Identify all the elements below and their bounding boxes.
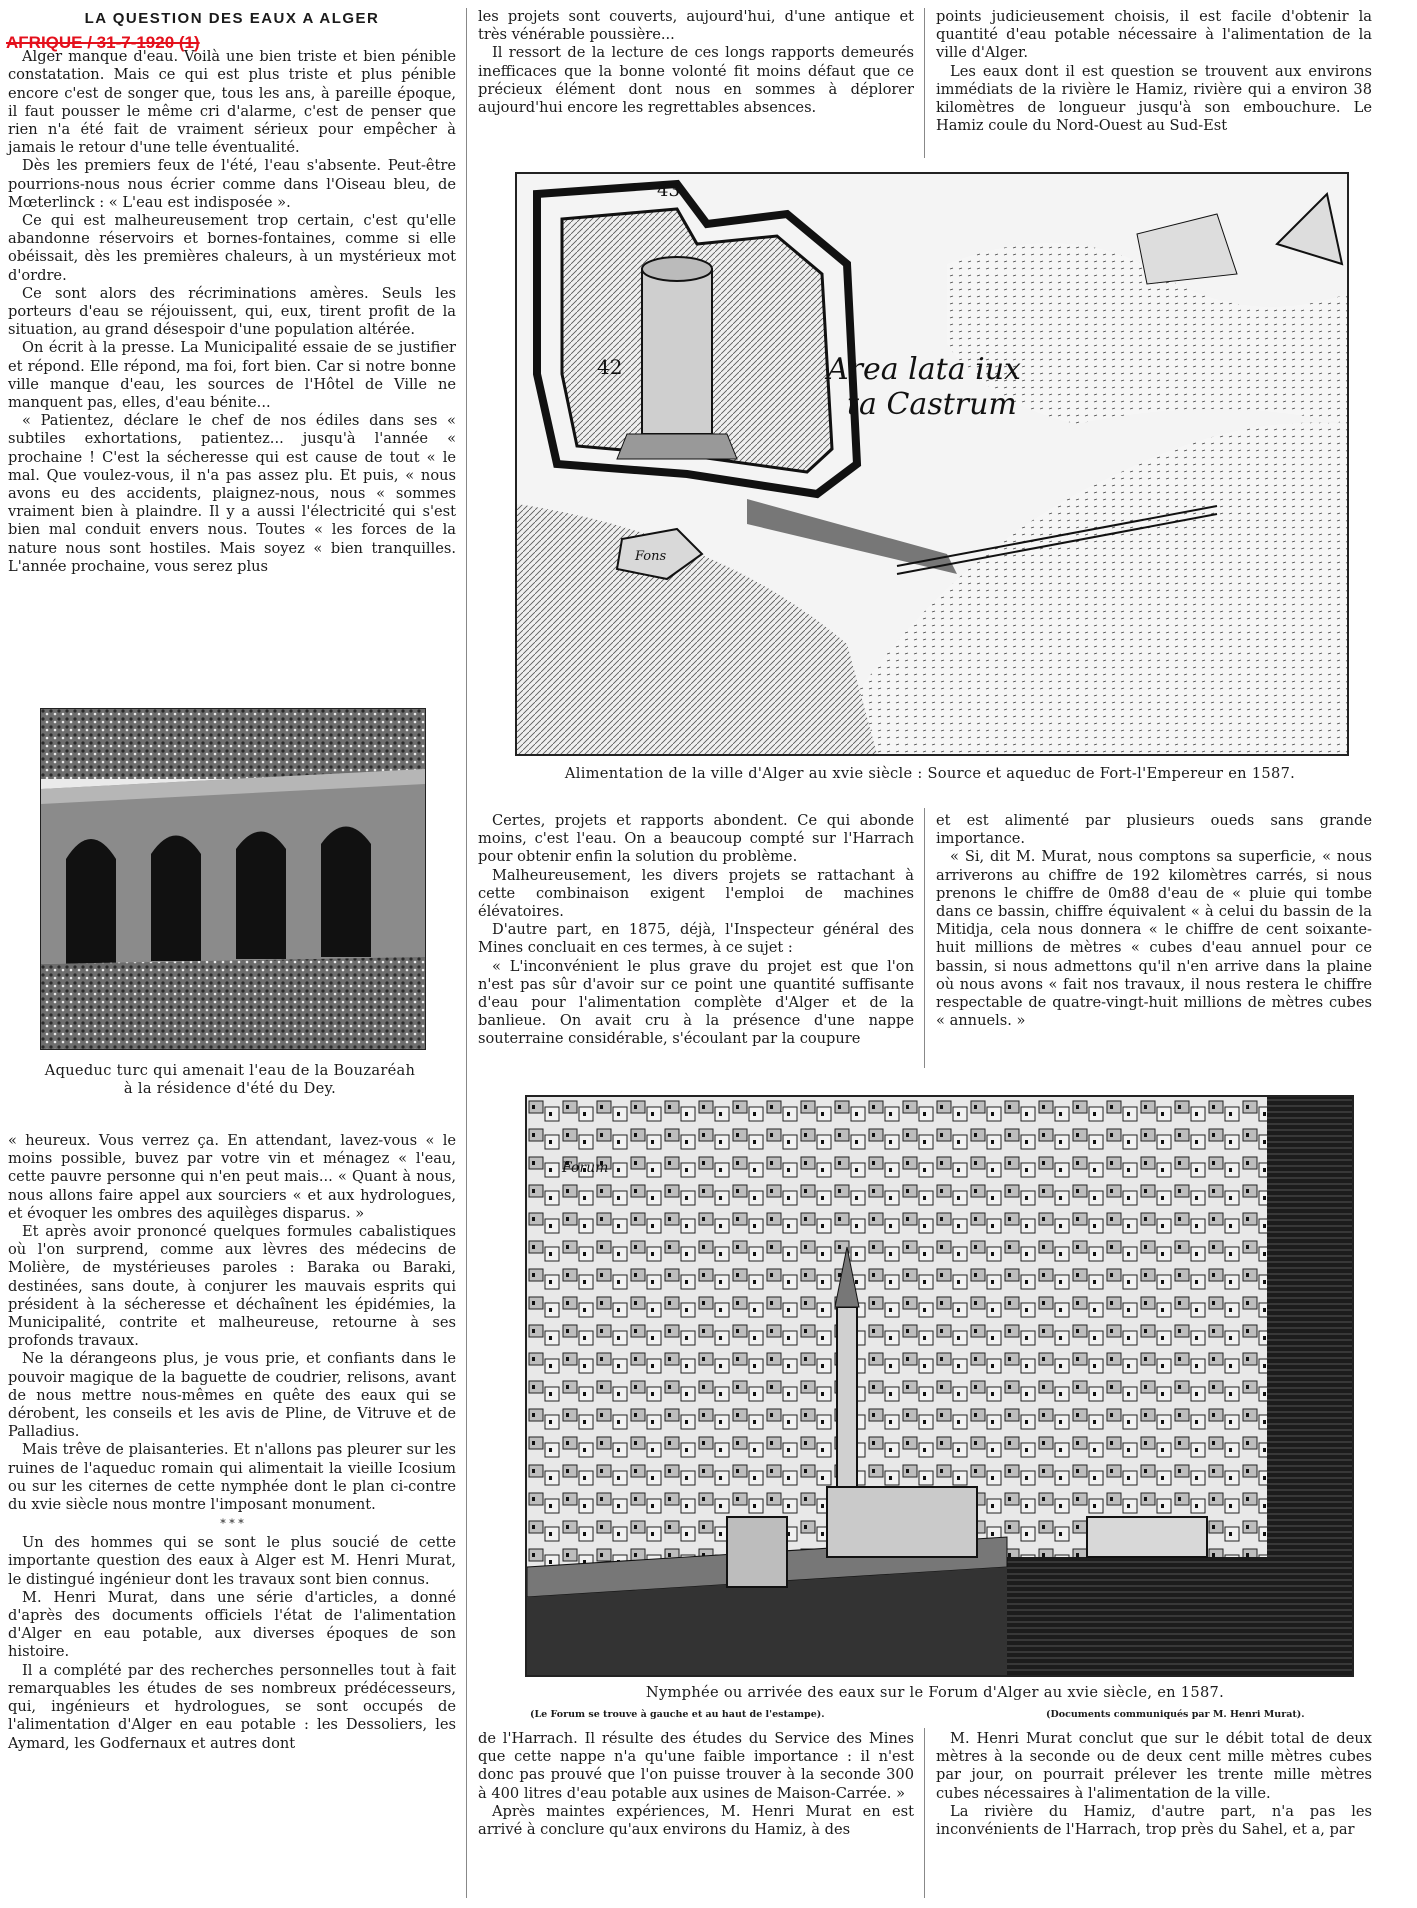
forum-engraving — [525, 1095, 1354, 1677]
paragraph: Certes, projets et rapports abondent. Ce qui abonde moins, c'est l'eau. On a beaucoup compté sur l'Harrach pour obtenir enfin la solution du problème. — [478, 812, 914, 866]
article-title: LA QUESTION DES EAUX A ALGER — [84, 10, 380, 27]
column-3-middle — [936, 812, 1372, 1030]
archive-stamp: AFRIQUE / 31-7-1920 (1) — [6, 33, 200, 52]
paragraph: et est alimenté par plusieurs oueds sans grande importance. — [936, 812, 1372, 848]
column-divider — [924, 8, 925, 158]
column-1-top — [8, 10, 456, 576]
paragraph: points judicieusement choisis, il est facile d'obtenir la quantité d'eau potable nécessaire à l'alimentation de la ville d'Alger. — [936, 8, 1372, 62]
forum-note-left: (Le Forum se trouve à gauche et au haut de l'estampe). — [530, 1709, 825, 1720]
paragraph: Et après avoir prononcé quelques formules cabalistiques où l'on surprend, comme aux lèvres des médecins de Molière, de mystérieuses paroles : Baraka ou Baraki, destinées, sans doute, à conjurer les mauvais esprits qui président à la sécheresse et déchaînent les épidémies, la Municipalité, contrite et malheureuse, retourne à ses profonds travaux. — [8, 1223, 456, 1350]
paragraph: Il a complété par des recherches personnelles tout à fait remarquables les études de ses nombreux prédécesseurs, qui, ingénieurs et hydrologues, se sont occupés de l'alimentation d'Alger en eau potable : les Dessoliers, les Aymard, les Godfernaux et autres dont — [8, 1661, 456, 1752]
paragraph: M. Henri Murat, dans une série d'articles, a donné d'après des documents officiels l'état de l'alimentation d'Alger en eau potable, aux diverses époques de son histoire. — [8, 1588, 456, 1661]
paragraph: Après maintes expériences, M. Henri Murat en est arrivé à conclure qu'aux environs du Hamiz, à des — [478, 1802, 914, 1839]
paragraph: « heureux. Vous verrez ça. En attendant, lavez-vous « le moins possible, buvez par votre vin et ménagez « l'eau, cette pauvre personne qui n'en peut mais... « Quant à nous, nous allons faire appel aux sourciers « et aux hydrologues, et évoquer les ombres des aquilèges disparus. » — [8, 1132, 456, 1222]
paragraph: Ce qui est malheureusement trop certain, c'est qu'elle abandonne réservoirs et bornes-fontaines, comme si elle obéissait, dès les premières chaleurs, à un mystérieux mot d'ordre. — [8, 212, 456, 284]
paragraph: Ce sont alors des récriminations amères. Seuls les porteurs d'eau se réjouissent, qui, eux, tirent profit de la situation, au grand désespoir d'une population altérée. — [8, 284, 456, 339]
column-divider — [924, 1728, 925, 1898]
column-3-bottom — [936, 1730, 1372, 1839]
aqueduct-photo — [40, 708, 426, 1050]
paragraph: « Si, dit M. Murat, nous comptons sa superficie, « nous arriverons au chiffre de 192 kilomètres carrés, si nous prenons le chiffre de 0m88 d'eau de « pluie qui tombe dans ce bassin, chiffre équivalent « à celui du bassin de la Mitidja, cela nous donnera « le chiffre de cent soixante-huit millions de mètres « cubes d'eau annuel pour ce bassin, si nous admettons qu'il n'en arrive dans la plaine où nous avons « fait nos travaux, il nous restera le chiffre respectable de quatre-vingt-huit millions de mètres cubes « annuels. » — [936, 848, 1372, 1030]
map-label: Forum — [562, 1160, 609, 1176]
paragraph: « Patientez, déclare le chef de nos édiles dans ses « subtiles exhortations, patientez... jusqu'à l'année « prochaine ! C'est la sécheresse qui est cause de tout « le mal. Que voulez-vous, il n'a pas assez plu. Et puis, « nous avons eu des accidents, plaignez-nous, nous « sommes vraiment bien à plaindre. Il y a aussi l'électricité qui s'est bien mal conduit envers nous. Toutes « les forces de la nature nous sont hostiles. Mais soyez « bien tranquilles. L'année prochaine, vous serez plus — [8, 412, 456, 575]
fort-engraving — [515, 172, 1349, 756]
column-divider — [924, 808, 925, 1068]
paragraph: On écrit à la presse. La Municipalité essaie de se justifier et répond. Elle répond, ma foi, fort bien. Car si notre bonne ville manque d'eau, les sources de l'Hôtel de Ville ne manquent pas, elles, d'eau bénite... — [8, 339, 456, 412]
paragraph: Alger manque d'eau. Voilà une bien triste et bien pénible constatation. Mais ce qui est plus triste et plus pénible encore c'est de songer que, tous les ans, à pareille époque, il faut pousser le même cri d'alarme, c'est de penser que rien n'a été fait de vraiment sérieux pour empêcher à jamais le retour d'une telle éventualité. — [8, 48, 456, 157]
paragraph: « L'inconvénient le plus grave du projet est que l'on n'est pas sûr d'avoir sur ce point une quantité suffisante d'eau pour l'alimentation complète d'Alger et de la banlieue. On avait cru à la présence d'une nappe souterraine considérable, s'écoulant par la coupure — [478, 957, 914, 1048]
paragraph: les projets sont couverts, aujourd'hui, d'une antique et très vénérable poussière... — [478, 8, 914, 44]
paragraph: Mais trêve de plaisanteries. Et n'allons pas pleurer sur les ruines de l'aqueduc romain qui alimentait la vieille Icosium ou sur les citernes de cette nymphée dont le plan ci-contre du xvie siècle nous montre l'imposant monument. — [8, 1441, 456, 1514]
paragraph: La rivière du Hamiz, d'autre part, n'a pas les inconvénients de l'Harrach, trop près du Sahel, et a, par — [936, 1802, 1372, 1839]
column-3-top — [936, 8, 1372, 135]
paragraph: Un des hommes qui se sont le plus soucié de cette importante question des eaux à Alger est M. Henri Murat, le distingué ingénieur dont les travaux sont bien connus. — [8, 1534, 456, 1588]
paragraph: de l'Harrach. Il résulte des études du Service des Mines que cette nappe n'a qu'une faible importance : il n'est donc pas prouvé que l'on puisse trouver à la seconde 300 à 400 litres d'eau potable aux usines de Maison-Carrée. » — [478, 1730, 914, 1802]
forum-caption: Nymphée ou arrivée des eaux sur le Forum d'Alger au xvie siècle, en 1587. — [645, 1684, 1225, 1701]
column-divider — [466, 8, 467, 1898]
paragraph: Dès les premiers feux de l'été, l'eau s'absente. Peut-être pourrions-nous nous écrier comme dans l'Oiseau bleu, de Mœterlinck : « L'eau est indisposée ». — [8, 157, 456, 211]
inscription: ta Castrum — [847, 387, 1017, 422]
map-label: Fons — [635, 549, 667, 564]
column-2-middle — [478, 812, 914, 1049]
map-number: 43 — [657, 180, 680, 201]
fort-caption: Alimentation de la ville d'Alger au xvie siècle : Source et aqueduc de Fort-l'Empereur en 1587. — [564, 765, 1296, 782]
column-1-bottom — [8, 1132, 456, 1753]
column-2-top — [478, 8, 914, 117]
map-number: 42 — [597, 355, 623, 379]
forum-note-right: (Documents communiqués par M. Henri Murat). — [1046, 1709, 1305, 1720]
inscription: Area lata iux — [827, 352, 1021, 387]
paragraph: Ne la dérangeons plus, je vous prie, et confiants dans le pouvoir magique de la baguette de coudrier, relisons, avant de nous mettre nous-mêmes en quête des eaux qui se dérobent, les conseils et les avis de Pline, de Vitruve et de Palladius. — [8, 1350, 456, 1441]
caption-line: Aqueduc turc qui amenait l'eau de la Bouzaréah — [44, 1062, 416, 1079]
column-2-bottom — [478, 1730, 914, 1839]
paragraph: D'autre part, en 1875, déjà, l'Inspecteur général des Mines concluait en ces termes, à ce sujet : — [478, 921, 914, 957]
aqueduct-caption — [20, 1062, 440, 1098]
paragraph: M. Henri Murat conclut que sur le débit total de deux mètres à la seconde ou de deux cent mille mètres cubes par jour, on pourrait prélever les trente mille mètres cubes nécessaires à l'alimentation de la ville. — [936, 1730, 1372, 1802]
paragraph: Malheureusement, les divers projets se rattachant à cette combinaison exigent l'emploi de machines élévatoires. — [478, 866, 914, 921]
caption-line: à la résidence d'été du Dey. — [123, 1080, 337, 1097]
paragraph: Il ressort de la lecture de ces longs rapports demeurés inefficaces que la bonne volonté fit moins défaut que ce précieux élément dont nous en sommes à déplorer aujourd'hui encore les regrettables absences. — [478, 44, 914, 117]
section-separator: * * * — [220, 1517, 244, 1531]
paragraph: Les eaux dont il est question se trouvent aux environs immédiats de la rivière le Hamiz, rivière qui a environ 38 kilomètres de longueur jusqu'à son embouchure. Le Hamiz coule du Nord-Ouest au Sud-Est — [936, 62, 1372, 135]
